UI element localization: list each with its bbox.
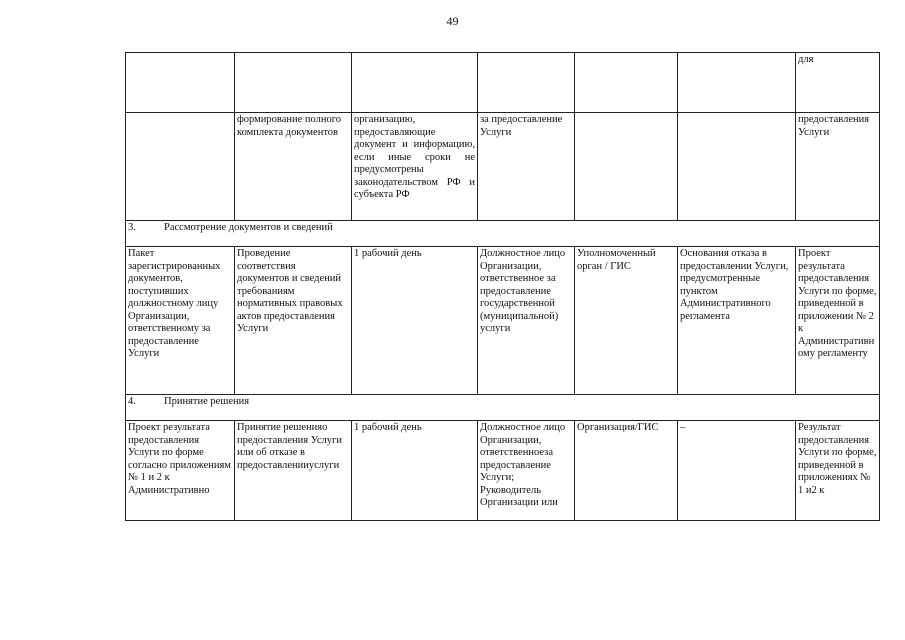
table-cell: 1 рабочий день <box>352 247 478 395</box>
page-number: 49 <box>446 14 459 28</box>
table-row <box>126 421 880 521</box>
table-cell: для <box>796 53 880 113</box>
table-cell <box>478 53 575 113</box>
table-cell <box>352 53 478 113</box>
section-title: Рассмотрение документов и сведений <box>164 222 333 233</box>
table-cell: Проект результата предоставления Услуги по форме, приведенной в приложении № 2 к Административному регламенту <box>796 247 880 395</box>
table-cell: Организация/ГИС <box>575 421 678 521</box>
table-cell <box>126 113 235 221</box>
section-header-row <box>126 221 880 247</box>
table-cell <box>575 53 678 113</box>
table-cell: организацию, предоставляющие документ и информацию, если иные сроки не предусмотрены законодательством РФ и субъекта РФ <box>352 113 478 221</box>
table-cell: Уполномоченный орган / ГИС <box>575 247 678 395</box>
table-cell: формирование полного комплекта документов <box>235 113 352 221</box>
section-heading <box>126 221 880 247</box>
table-cell: Основания отказа в предоставлении Услуги, предусмотренные пунктом Административного регламента <box>678 247 796 395</box>
section-header-row <box>126 395 880 421</box>
section-title: Принятие решения <box>164 396 250 407</box>
table-cell: за предоставление Услуги <box>478 113 575 221</box>
table-cell: Должностное лицо Организации, ответственноеза предоставление Услуги; Руководитель Организации или <box>478 421 575 521</box>
table-cell: Результат предоставления Услуги по форме, приведенной в приложениях № 1 и2 к <box>796 421 880 521</box>
table-row <box>126 247 880 395</box>
table-row <box>126 53 880 113</box>
table-cell: Проведение соответствия документов и сведений требованиям нормативных правовых актов предоставления Услуги <box>235 247 352 395</box>
table-cell <box>235 53 352 113</box>
table-cell: предоставления Услуги <box>796 113 880 221</box>
table-cell: Проект результата предоставления Услуги по форме согласно приложениям № 1 и 2 к Административно <box>126 421 235 521</box>
section-number: 3. <box>128 222 136 233</box>
table-cell: – <box>678 421 796 521</box>
table-cell: Должностное лицо Организации, ответственное за предоставление государственной (муниципальной) услуги <box>478 247 575 395</box>
table-cell: Принятие решенияо предоставления Услуги или об отказе в предоставленииуслуги <box>235 421 352 521</box>
table-cell: 1 рабочий день <box>352 421 478 521</box>
table-cell: Пакет зарегистрированных документов, поступивших должностному лицу Организации, ответственному за предоставление Услуги <box>126 247 235 395</box>
section-heading <box>126 395 880 421</box>
procedure-table <box>125 52 880 521</box>
table-cell <box>678 113 796 221</box>
table-row <box>126 113 880 221</box>
section-number: 4. <box>128 396 136 407</box>
table-cell <box>126 53 235 113</box>
table-cell <box>678 53 796 113</box>
table-cell <box>575 113 678 221</box>
